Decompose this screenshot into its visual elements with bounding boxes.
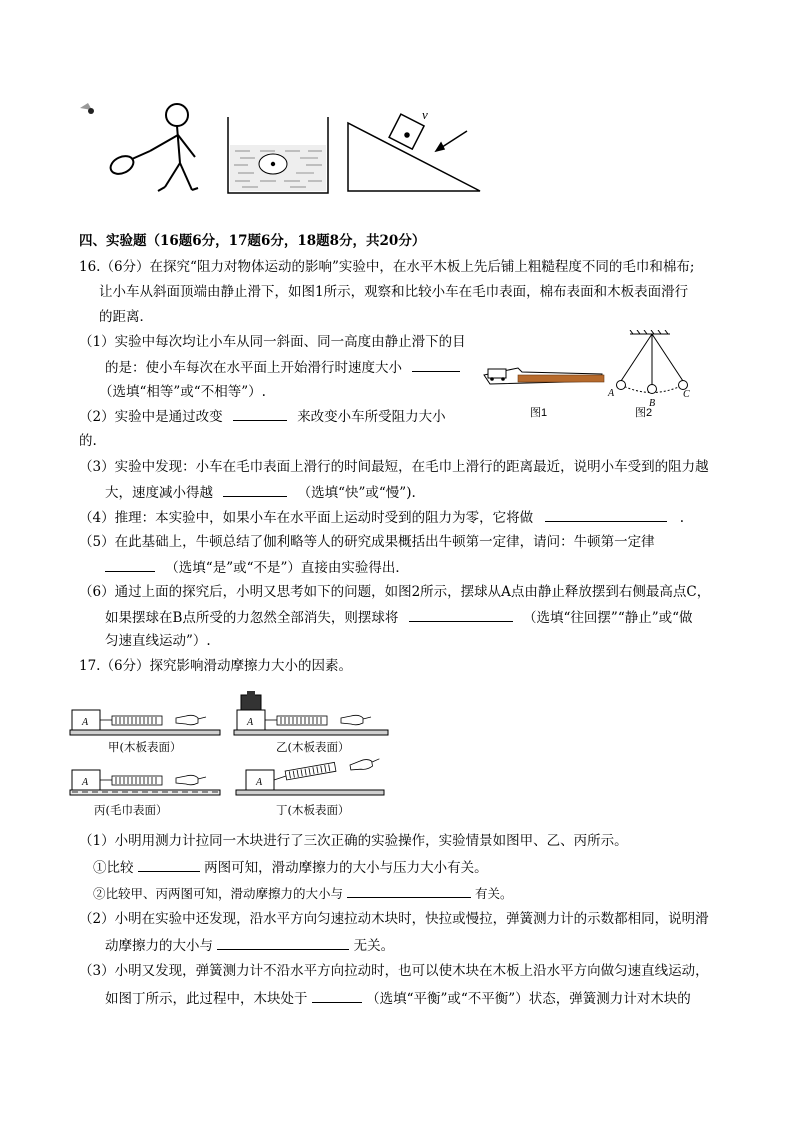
fig1-ramp-board <box>484 368 604 384</box>
cap-ding: 丁(木板表面） <box>276 803 350 817</box>
q17-friction-figures <box>68 685 398 820</box>
q16-p5-answer-blank[interactable] <box>105 557 155 572</box>
q17-s1-answer-blank[interactable] <box>138 857 200 872</box>
q16-p6-b-row <box>105 607 693 628</box>
q16-p1-b-row <box>105 357 460 378</box>
q17-title: 17.（6分）探究影响滑动摩擦力大小的因素。 <box>79 658 353 674</box>
fig2-label-b: B <box>649 398 656 409</box>
q17-p2-b: 动摩擦力的大小与 <box>105 938 213 954</box>
q16-p3-answer-blank[interactable] <box>223 482 287 497</box>
fig-jia-block-label: A <box>82 717 89 728</box>
q16-figures <box>480 330 700 430</box>
q17-p1: （1）小明用测力计拉同一木块进行了三次正确的实验操作，实验情景如图甲、乙、丙所示。 <box>79 833 628 849</box>
section-title: 四、实验题（16题6分，17题6分，18题8分，共20分） <box>79 233 426 249</box>
fig2-caption: 图2 <box>635 407 653 419</box>
q17-p2-row <box>105 935 394 956</box>
q17-s1-row <box>93 857 488 878</box>
q16-p2-answer-blank[interactable] <box>233 406 287 421</box>
q16-p2-c: 的. <box>79 433 97 449</box>
q17-p3-c: （选填“平衡”或“不平衡”）状态，弹簧测力计对木块的 <box>366 991 691 1007</box>
q17-p3-a: （3）小明又发现，弹簧测力计不沿水平方向拉动时，也可以使木块在木板上沿水平方向做匀速直线运动， <box>79 963 709 979</box>
fig2-pendulum <box>617 330 688 394</box>
fig-bing-block-label: A <box>82 777 89 788</box>
q16-line1: 16.（6分）在探究“阻力对物体运动的影响”实验中，在水平木板上先后铺上粗糙程度不同的毛巾和棉布; <box>79 259 695 275</box>
stick-figure-with-racket <box>108 104 198 191</box>
q16-p2-a: （2）实验中是通过改变 <box>79 409 223 425</box>
top-figures <box>70 95 500 205</box>
fig-yi-block-label: A <box>247 717 254 728</box>
q16-line2: 让小车从斜面顶端由静止滑下，如图1所示，观察和比较小车在毛巾表面，棉布表面和木板表面滑行 <box>99 284 689 300</box>
q16-p6-d: 匀速直线运动”）. <box>105 633 211 649</box>
cap-jia: 甲(木板表面） <box>108 740 182 754</box>
q16-p1-c: （选填“相等”或“不相等”）. <box>99 384 266 400</box>
q16-p6-b: 如果摆球在B点所受的力忽然全部消失，则摆球将 <box>105 610 399 626</box>
q17-p3-b: 如图丁所示，此过程中，木块处于 <box>105 991 308 1007</box>
q17-s1-b: 两图可知，滑动摩擦力的大小与压力大小有关。 <box>204 860 488 876</box>
q16-p6-answer-blank[interactable] <box>409 607 513 622</box>
q16-p5-a: （5）在此基础上，牛顿总结了伽利略等人的研究成果概括出牛顿第一定律，请问：牛顿第一定律 <box>79 534 655 550</box>
q16-p5-b-row <box>105 557 409 578</box>
fig-bing <box>70 770 220 795</box>
q16-p4-row <box>79 507 684 528</box>
fig-ding-block-label: A <box>256 777 263 788</box>
q16-p4-b: . <box>679 510 684 526</box>
q16-p3-c: （选填“快”或“慢”). <box>297 485 416 501</box>
q17-s2-row <box>93 883 513 904</box>
q17-s1-a: ①比较 <box>93 860 134 876</box>
q17-p2-answer-blank[interactable] <box>217 935 349 950</box>
q17-p3-row <box>105 988 691 1009</box>
fig-jia <box>70 710 220 735</box>
q16-p4-answer-blank[interactable] <box>545 507 667 522</box>
fig2-label-a: A <box>608 388 615 399</box>
q16-p3-b-row <box>105 482 416 503</box>
fig2-label-c: C <box>683 389 690 400</box>
q17-p2-c: 无关。 <box>353 938 395 954</box>
beaker-with-ball <box>228 117 328 193</box>
q17-s2-b: 有关。 <box>474 886 513 901</box>
q16-p2-b: 来改变小车所受阻力大小 <box>297 409 446 425</box>
cap-yi: 乙(木板表面） <box>276 740 350 754</box>
cap-bing: 丙(毛巾表面） <box>94 803 168 817</box>
q16-p2-row <box>79 406 446 427</box>
q16-p1-a: （1）实验中每次均让小车从同一斜面、同一高度由静止滑下的目 <box>79 334 466 350</box>
q16-p4-a: （4）推理：本实验中，如果小车在水平面上运动时受到的阻力为零，它将做 <box>79 510 534 526</box>
q16-p3-a: （3）实验中发现：小车在毛巾表面上滑行的时间最短，在毛巾上滑行的距离最近，说明小车受到的阻力越 <box>79 459 709 475</box>
fig-yi <box>234 691 388 735</box>
q16-p1-b: 的是：使小车每次在水平面上开始滑行时速度大小 <box>105 360 402 376</box>
inclined-plane-block <box>348 114 480 191</box>
q16-line3: 的距离． <box>99 309 153 325</box>
q17-s2-answer-blank[interactable] <box>347 883 471 898</box>
q17-p3-answer-blank[interactable] <box>312 988 362 1003</box>
q16-p6-a: （6）通过上面的探究后，小明又思考如下的问题，如图2所示，摆球从A点由静止释放摆到右侧最高点C， <box>79 584 711 600</box>
velocity-label: v <box>422 107 428 122</box>
q17-s2-a: ②比较甲、丙两图可知，滑动摩擦力的大小与 <box>93 886 344 901</box>
q16-p1-answer-blank[interactable] <box>412 357 460 372</box>
q16-p6-c: （选填“往回摆”“静止”或“做 <box>523 610 693 626</box>
q16-p5-b: （选填“是”或“不是”）直接由实验得出． <box>165 560 409 576</box>
q17-p2-a: （2）小明在实验中还发现，沿水平方向匀速拉动木块时，快拉或慢拉，弹簧测力计的示数都相同，说明滑 <box>79 911 709 927</box>
fig1-caption: 图1 <box>530 407 548 419</box>
q16-p3-b: 大，速度减小得越 <box>105 485 213 501</box>
shuttlecock-icon <box>80 103 94 114</box>
